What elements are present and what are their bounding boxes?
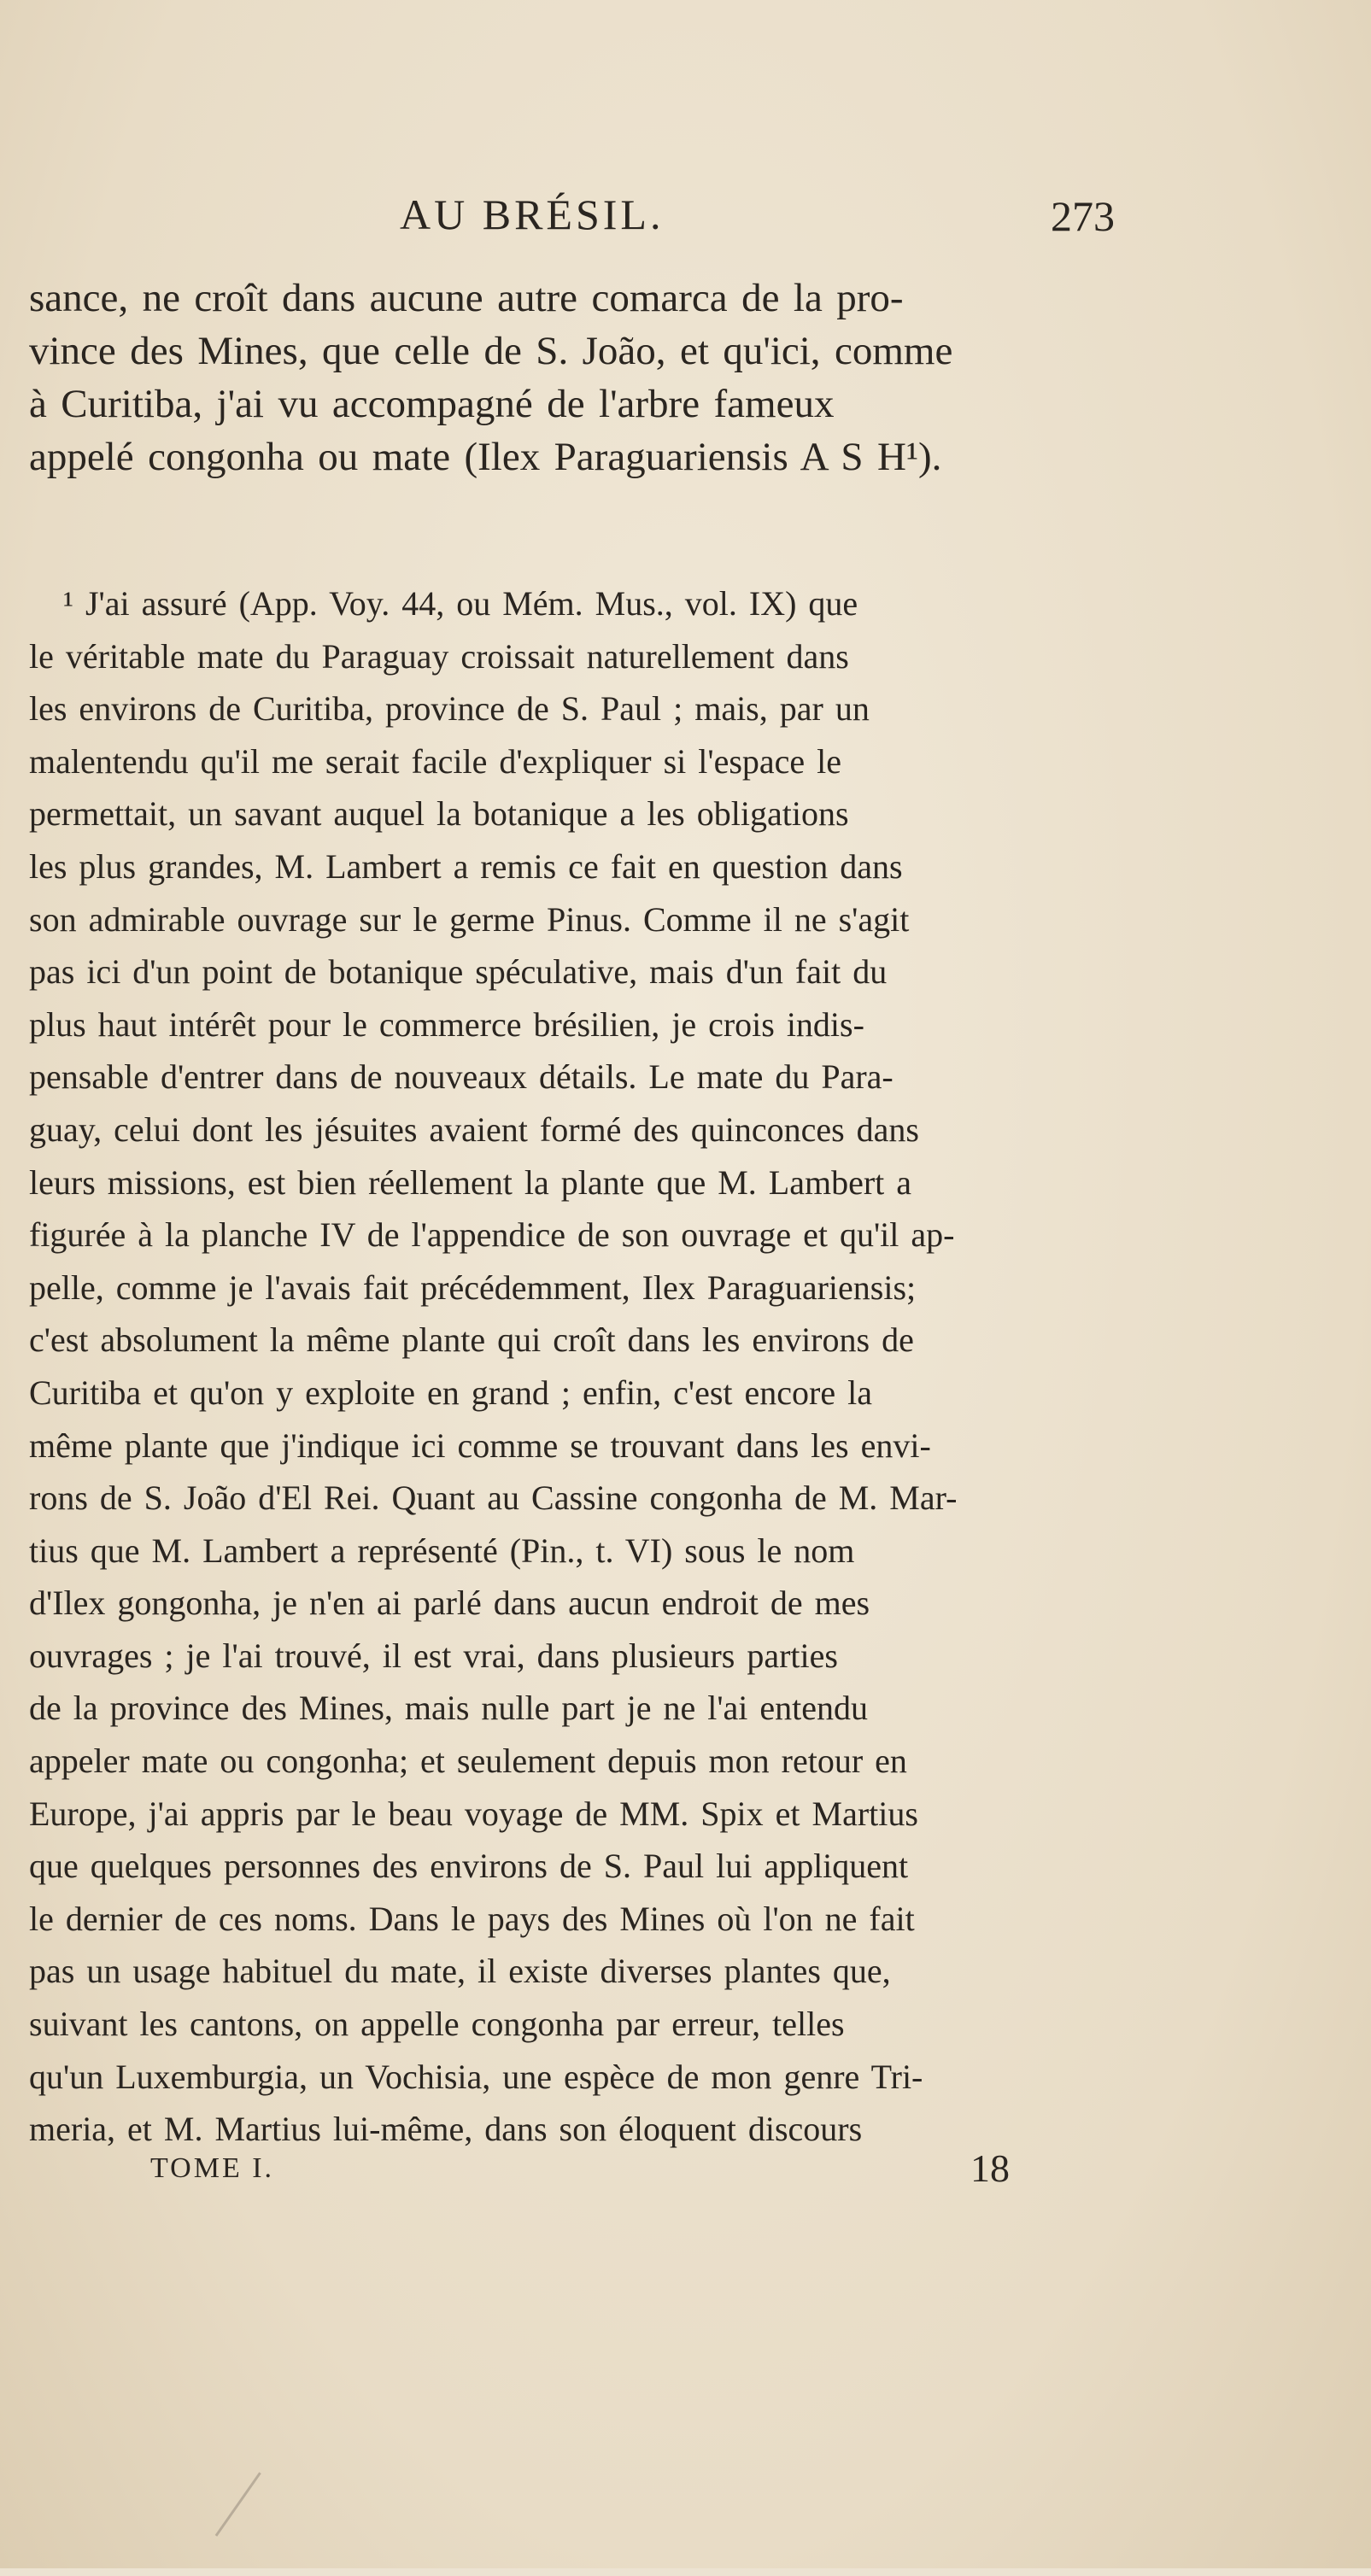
pencil-mark (215, 2472, 318, 2575)
text-line: sance, ne croît dans aucune autre comarca de la pro- (29, 276, 904, 320)
footnote-line: guay, celui dont les jésuites avaient formé des quinconces dans (29, 1109, 919, 1149)
footnote-line: pelle, comme je l'avais fait précédemment, Ilex Paraguariensis; (29, 1268, 917, 1307)
footnote-line: le dernier de ces noms. Dans le pays des Mines où l'on ne fait (29, 1899, 915, 1938)
footnote-line: figurée à la planche IV de l'appendice de son ouvrage et qu'il ap- (29, 1215, 955, 1255)
main-text (29, 272, 1157, 483)
footnote-line: rons de S. João d'El Rei. Quant au Cassine congonha de M. Mar- (29, 1478, 958, 1518)
footnote-line: meria, et M. Martius lui-même, dans son éloquent discours (29, 2110, 863, 2149)
footnote-line: de la province des Mines, mais nulle part je ne l'ai entendu (29, 1689, 869, 1728)
footnote-line: pas ici d'un point de botanique spéculative, mais d'un fait du (29, 952, 888, 992)
running-title: AU BRÉSIL. (400, 190, 665, 238)
footnote-line: son admirable ouvrage sur le germe Pinus. Comme il ne s'agit (29, 899, 910, 939)
footnote-line: pensable d'entrer dans de nouveaux détails. Le mate du Para- (29, 1057, 893, 1097)
footnote-line: plus haut intérêt pour le commerce brésilien, je crois indis- (29, 1004, 864, 1044)
footnote-line: ¹ J'ai assuré (App. Voy. 44, ou Mém. Mus., vol. IX) que (63, 584, 858, 623)
footnote-line: les environs de Curitiba, province de S. Paul ; mais, par un (29, 689, 870, 729)
footnote-line: malentendu qu'il me serait facile d'expliquer si l'espace le (29, 741, 842, 781)
footnote-line: le véritable mate du Paraguay croissait naturellement dans (29, 636, 849, 676)
footnote-line: qu'un Luxemburgia, un Vochisia, une espèce de mon genre Tri- (29, 2057, 923, 2096)
text-line: à Curitiba, j'ai vu accompagné de l'arbre fameux (29, 382, 835, 426)
signature-mark: TOME I. (150, 2152, 275, 2184)
footnote-line: pas un usage habituel du mate, il existe diverses plantes que, (29, 1952, 891, 1991)
footnote-line: Europe, j'ai appris par le beau voyage de MM. Spix et Martius (29, 1794, 918, 1833)
page-header (0, 190, 1371, 258)
footnote-line: d'Ilex gongonha, je n'en ai parlé dans aucun endroit de mes (29, 1584, 870, 1623)
footnote-line: leurs missions, est bien réellement la plante que M. Lambert a (29, 1162, 912, 1202)
footnote-line: que quelques personnes des environs de S. Paul lui appliquent (29, 1847, 909, 1886)
footnote-line: tius que M. Lambert a représenté (Pin., t. VI) sous le nom (29, 1531, 855, 1570)
footnote-line: suivant les cantons, on appelle congonha par erreur, telles (29, 2005, 845, 2044)
footnote-line: Curitiba et qu'on y exploite en grand ; enfin, c'est encore la (29, 1373, 872, 1412)
footnote (29, 577, 1165, 2156)
text-line: vince des Mines, que celle de S. João, et qu'ici, comme (29, 329, 953, 373)
text-line: appelé congonha ou mate (Ilex Paraguariensis A S H¹). (29, 435, 942, 479)
footnote-line: permettait, un savant auquel la botanique a les obligations (29, 794, 849, 834)
footnote-line: même plante que j'indique ici comme se trouvant dans les envi- (29, 1426, 931, 1465)
signature-number: 18 (970, 2146, 1010, 2190)
footnote-line: appeler mate ou congonha; et seulement depuis mon retour en (29, 1742, 907, 1781)
footnote-line: les plus grandes, M. Lambert a remis ce fait en question dans (29, 846, 903, 886)
footnote-line: ouvrages ; je l'ai trouvé, il est vrai, dans plusieurs parties (29, 1636, 838, 1675)
footnote-line: c'est absolument la même plante qui croît dans les environs de (29, 1320, 914, 1360)
page-number: 273 (1051, 192, 1115, 240)
